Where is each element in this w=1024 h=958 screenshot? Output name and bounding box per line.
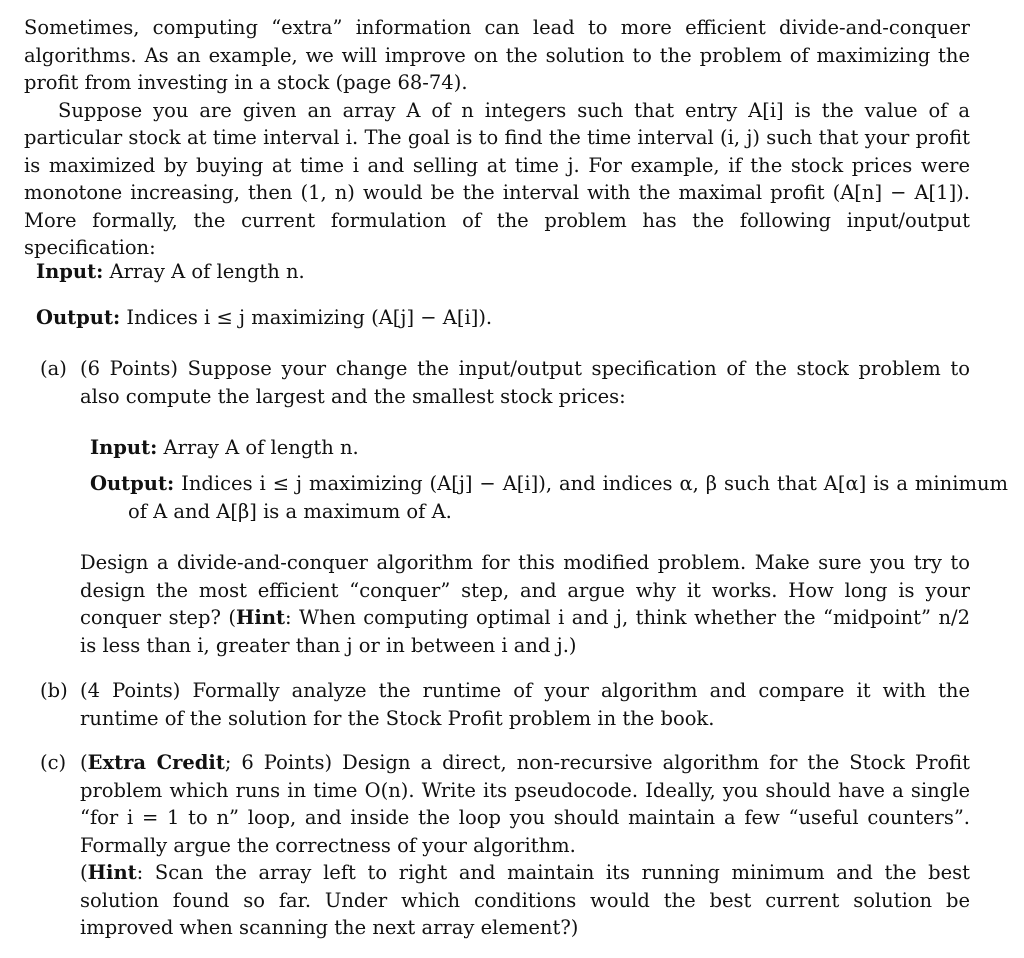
part-c-hint-label: Hint xyxy=(87,861,137,884)
intro-paragraph-1: Sometimes, computing “extra” information can lead to more efficient divide-and-conquer algorithms. As an example, we will improve on the solution to the problem of maximizing the profit from investing in a stock (page 68-74). xyxy=(24,16,970,94)
part-b-marker: (b) xyxy=(40,679,68,702)
part-a-input-label: Input: xyxy=(90,436,158,459)
part-a xyxy=(40,355,970,410)
part-a-hint-text: : When computing optimal i and j, think whether the “midpoint” n/2 is less than i, greater than j or in between i and j.) xyxy=(80,606,970,657)
intro-section xyxy=(24,14,970,262)
part-a-text: (6 Points) Suppose your change the input/output specification of the stock problem to also compute the largest and the smallest stock prices: xyxy=(80,357,970,408)
part-a-design-text: Design a divide-and-conquer algorithm for this modified problem. Make sure you try to design the most efficient “conquer” step, and argue why it works. How long is your conquer step? xyxy=(80,551,970,629)
part-a-output-text: Indices i ≤ j maximizing (A[j] − A[i]), and indices α, β such that A[α] is a minimum of A and A[β] is a maximum of A. xyxy=(128,472,1008,523)
part-b-text: (4 Points) Formally analyze the runtime of your algorithm and compare it with the runtime of the solution for the Stock Profit problem in the book. xyxy=(80,679,970,730)
intro-paragraph-2: Suppose you are given an array A of n integers such that entry A[i] is the value of a particular stock at time interval i. The goal is to find the time interval (i, j) such that your profit is maximized by buying at time i and selling at time j. For example, if the stock prices were monotone increasing, then (1, n) would be the interval with the maximal profit (A[n] − A[1]). More formally, the current formulation of the problem has the following input/output specification: xyxy=(24,98,970,259)
part-b xyxy=(40,677,970,732)
part-a-spec-input xyxy=(90,434,970,462)
spec-output-text: Indices i ≤ j maximizing (A[j] − A[i]). xyxy=(126,306,493,329)
spec-input-text: Array A of length n. xyxy=(109,260,305,283)
part-a-design-body: Design a divide-and-conquer algorithm for this modified problem. Make sure you try to design the most efficient “conquer” step, and argue why it works. How long is your conquer step? (Hint: When computing optimal i and j, think whether the “midpoint” n/2 is less than i, greater than j or in between i and j.) xyxy=(80,551,970,657)
part-a-marker: (a) xyxy=(40,357,67,380)
part-c-extra-label: Extra Credit xyxy=(87,751,225,774)
spec-output xyxy=(36,304,492,332)
part-a-hint-label: Hint xyxy=(235,606,286,629)
part-c-marker: (c) xyxy=(40,751,67,774)
part-a-spec-output xyxy=(90,470,1008,525)
part-a-design xyxy=(40,549,970,659)
part-a-output-label: Output: xyxy=(90,472,175,495)
spec-output-label: Output: xyxy=(36,306,121,329)
part-c-hint-text: : Scan the array left to right and maintain its running minimum and the best solution found so far. Under which conditions would the best current solution be improved when scanning the next array element?) xyxy=(80,861,970,939)
part-c-body: (Extra Credit; 6 Points) Design a direct, non-recursive algorithm for the Stock Profit problem which runs in time O(n). Write its pseudocode. Ideally, you should have a single “for i = 1 to n” loop, and inside the loop you should maintain a few “useful counters”. Formally argue the correctness of your algorithm. (Hint: Scan the array left to right and maintain its running minimum and the best solution found so far. Under which conditions would the best current solution be improved when scanning the next array element?) xyxy=(80,751,970,939)
part-c-text: ; 6 Points) Design a direct, non-recursive algorithm for the Stock Profit problem which runs in time O(n). Write its pseudocode. Ideally, you should have a single “for i = 1 to n” loop, and inside the loop you should maintain a few “useful counters”. Formally argue the correctness of your algorithm. xyxy=(80,751,970,857)
spec-input-label: Input: xyxy=(36,260,104,283)
part-a-input-text: Array A of length n. xyxy=(163,436,359,459)
spec-input xyxy=(36,258,305,286)
part-c xyxy=(40,749,970,942)
